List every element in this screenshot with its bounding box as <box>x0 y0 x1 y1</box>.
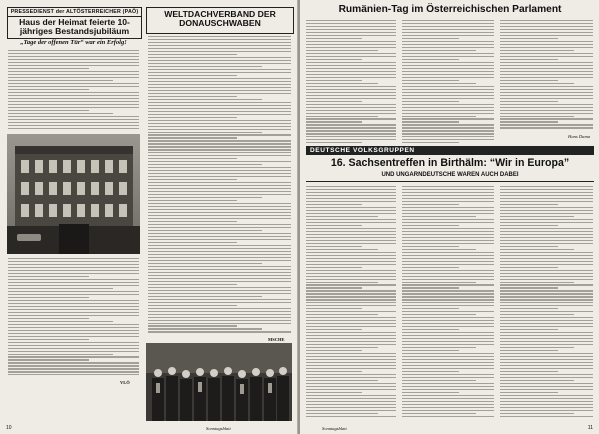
rumaenien-col-3 <box>500 20 593 132</box>
press-box <box>7 7 142 39</box>
press-box-source: VLÖ <box>120 380 130 385</box>
left-footer-logo: Sonntagsblatt <box>206 426 231 431</box>
weltdach-headline-2: DONAUSCHWABEN <box>179 18 261 29</box>
sachsen-col-3 <box>500 186 593 420</box>
weltdach-headline-1: WELTDACHVERBAND DER <box>164 9 276 19</box>
sachsen-subhead: UND UNGARNDEUTSCHE WAREN AUCH DABEI <box>381 172 519 178</box>
weltdach-body-text <box>148 36 291 336</box>
right-page <box>300 0 599 434</box>
sachsen-headline: 16. Sachsentreffen in Birthälm: “Wir in Europa” <box>330 157 570 169</box>
weltdach-group-photo <box>146 343 292 421</box>
rumaenien-headline: Rumänien-Tag im Österreichischen Parlament <box>338 4 562 15</box>
group-photo-illustration <box>146 343 292 421</box>
right-page-number: 11 <box>587 425 593 431</box>
section-bar-label: DEUTSCHE VOLKSGRUPPEN <box>310 147 415 154</box>
press-box-kicker: PRESSEDIENST der ALTÖSTERREICHER (PAÖ) <box>8 8 141 17</box>
weltdach-headline-box <box>146 7 294 34</box>
press-body-text-2 <box>8 258 139 378</box>
section-bar <box>306 146 594 155</box>
right-footer-logo: Sonntagsblatt <box>322 426 347 431</box>
rumaenien-col-2 <box>402 20 494 146</box>
press-box-headline: Haus der Heimat feierte 10-jähriges Bestandsjubiläum <box>19 17 130 37</box>
left-page-number: 10 <box>6 425 12 431</box>
sachsen-col-2 <box>402 186 494 420</box>
sachsen-rule <box>306 181 594 182</box>
press-box-subhead: „Tage der offenen Tür“ war ein Erfolg! <box>20 39 127 46</box>
building-illustration <box>7 134 140 254</box>
rumaenien-signature: Hans Dama <box>568 134 591 139</box>
left-page <box>0 0 298 434</box>
rumaenien-col-1 <box>306 20 396 146</box>
weltdach-source: MSCHE <box>268 337 285 342</box>
press-body-text-1 <box>8 50 139 130</box>
house-of-homeland-photo <box>7 134 140 254</box>
sachsen-col-1 <box>306 186 396 420</box>
